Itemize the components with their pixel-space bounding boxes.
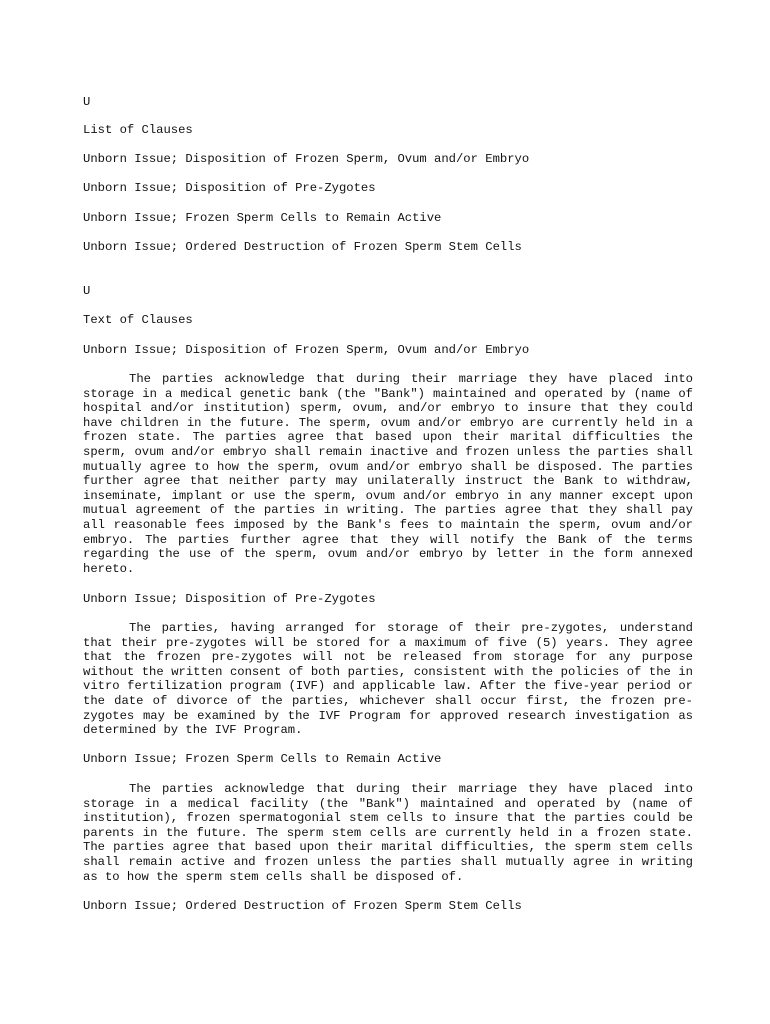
clause-heading: Unborn Issue; Frozen Sperm Cells to Remain Active xyxy=(83,752,442,766)
list-item: Unborn Issue; Disposition of Pre-Zygotes xyxy=(83,181,376,195)
section-marker-2: U xyxy=(83,284,91,298)
clause-heading: Unborn Issue; Disposition of Frozen Sperm, Ovum and/or Embryo xyxy=(83,343,530,357)
clause-heading: Unborn Issue; Disposition of Pre-Zygotes xyxy=(83,592,376,606)
list-item: Unborn Issue; Frozen Sperm Cells to Remain Active xyxy=(83,211,442,225)
list-item: Unborn Issue; Disposition of Frozen Sperm, Ovum and/or Embryo xyxy=(83,152,530,166)
list-of-clauses-title: List of Clauses xyxy=(83,123,193,137)
section-marker-1: U xyxy=(83,95,91,109)
clause-heading: Unborn Issue; Ordered Destruction of Frozen Sperm Stem Cells xyxy=(83,899,522,913)
clause-body: The parties acknowledge that during their marriage they have placed into storage in a medical genetic bank (the "Bank") maintained and operated by (name of hospital and/or institution) sperm, ovum, and/or embryo to insure that they could have children in the future. The sperm, ovum and/or embryo are currently held in a frozen state. The parties agree that based upon their marital difficulties the sperm, ovum and/or embryo shall remain inactive and frozen unless the parties shall mutually agree to how the sperm, ovum and/or embryo shall be disposed. The parties further agree that neither party may unilaterally instruct the Bank to withdraw, inseminate, implant or use the sperm, ovum and/or embryo in any manner except upon mutual agreement of the parties in writing. The parties agree that they shall pay all reasonable fees imposed by the Bank's fees to maintain the sperm, ovum and/or embryo. The parties further agree that they will notify the Bank of the terms regarding the use of the sperm, ovum and/or embryo by letter in the form annexed hereto. xyxy=(83,372,693,576)
clause-body: The parties, having arranged for storage of their pre-zygotes, understand that their pre-zygotes will be stored for a maximum of five (5) years. They agree that the frozen pre-zygotes will not be released from storage for any purpose without the written consent of both parties, consistent with the policies of the in vitro fertilization program (IVF) and applicable law. After the five-year period or the date of divorce of the parties, whichever shall occur first, the frozen pre-zygotes may be examined by the IVF Program for approved research investigation as determined by the IVF Program. xyxy=(83,621,693,738)
text-of-clauses-title: Text of Clauses xyxy=(83,313,193,327)
clause-body: The parties acknowledge that during their marriage they have placed into storage in a medical facility (the "Bank") maintained and operated by (name of institution), frozen spermatogonial stem cells to insure that the parties could be parents in the future. The sperm stem cells are currently held in a frozen state. The parties agree that based upon their marital difficulties, the sperm stem cells shall remain active and frozen unless the parties shall mutually agree in writing as to how the sperm stem cells shall be disposed of. xyxy=(83,782,693,884)
list-item: Unborn Issue; Ordered Destruction of Frozen Sperm Stem Cells xyxy=(83,240,522,254)
